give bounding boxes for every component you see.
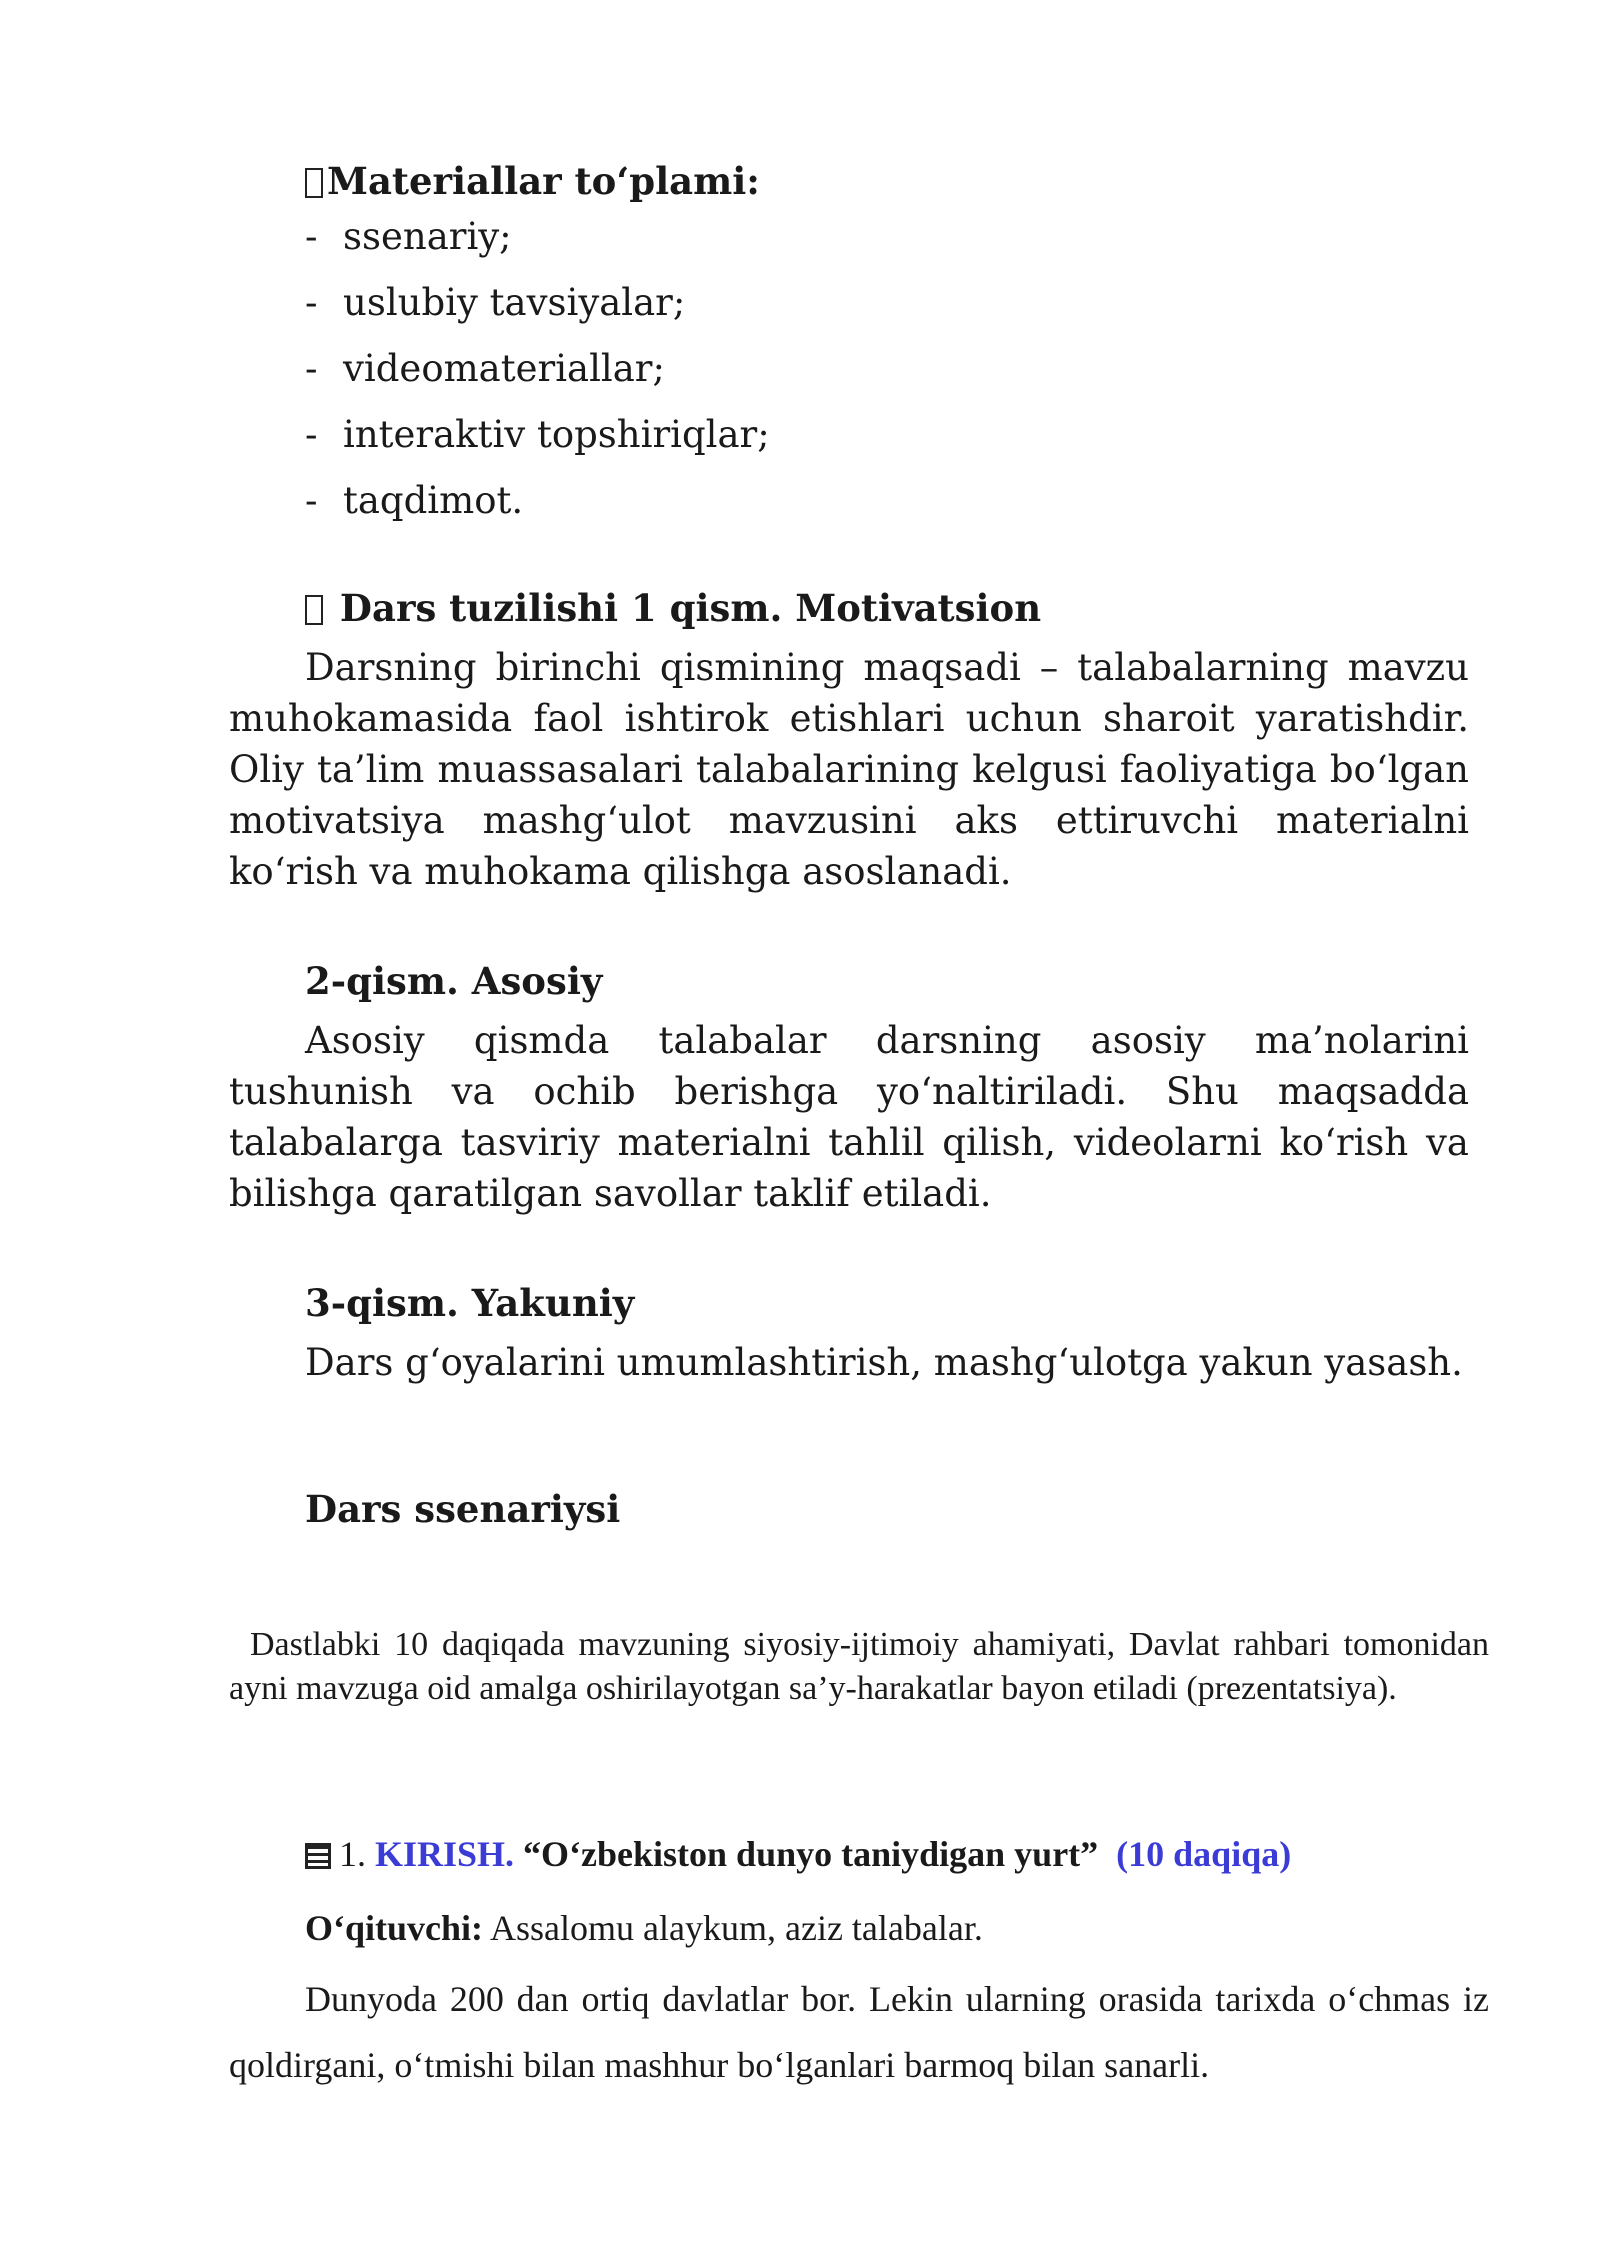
missing-glyph-icon (305, 168, 323, 198)
part1-paragraph: Darsning birinchi qismining maqsadi – talabalarning mavzu muhokamasida faol ishtirok etishlari uchun sharoit yaratishdir. Oliy ta’lim muassasalari talabalarining kelgusi faoliyatiga bo‘lgan motivatsiya mashg‘ulot mavzusini aks ettiruvchi materialni ko‘rish va muhokama qilishga asoslanadi. (229, 646, 1469, 893)
lined-box-icon (305, 1843, 331, 1869)
part1-heading: Dars tuzilishi 1 qism. Motivatsion (305, 583, 1041, 633)
materials-list (305, 212, 770, 542)
scenario-heading: Dars ssenariysi (305, 1487, 621, 1531)
list-item: - videomateriallar; (305, 347, 665, 390)
teacher-line (305, 1903, 983, 1953)
kirish-label: KIRISH. (375, 1834, 515, 1874)
part3-paragraph: Dars g‘oyalarini umumlashtirish, mashg‘ulotga yakun yasash. (305, 1341, 1463, 1384)
teacher-text: Assalomu alaykum, aziz talabalar. (490, 1908, 983, 1948)
list-item: - interaktiv topshiriqlar; (305, 413, 770, 456)
part2-heading: 2-qism. Asosiy (305, 959, 603, 1003)
kirish-title: “O‘zbekiston dunyo taniydigan yurt” (523, 1834, 1099, 1874)
list-item: - ssenariy; (305, 215, 512, 258)
list-item: - uslubiy tavsiyalar; (305, 281, 686, 324)
closing-paragraph: Dunyoda 200 dan ortiq davlatlar bor. Lekin ularning orasida tarixda o‘chmas iz qoldirgani, o‘tmishi bilan mashhur bo‘lganlari barmoq bilan sanarli. (229, 1979, 1489, 2085)
scenario-intro: Dastlabki 10 daqiqada mavzuning siyosiy-ijtimoiy ahamiyati, Davlat rahbari tomonidan ayni mavzuga oid amalga oshirilayotgan sa’y-harakatlar bayon etiladi (prezentatsiya). (229, 1626, 1489, 1707)
list-item: - taqdimot. (305, 479, 524, 522)
kirish-duration: (10 daqiqa) (1116, 1834, 1292, 1874)
part2-paragraph: Asosiy qismda talabalar darsning asosiy ma’nolarini tushunish va ochib berishga yo‘naltiriladi. Shu maqsadda talabalarga tasviriy materialni tahlil qilish, videolarni ko‘rish va bilishga qaratilgan savollar taklif etiladi. (229, 1019, 1469, 1215)
missing-glyph-icon (305, 595, 323, 625)
materials-heading: Materiallar to‘plami: (305, 156, 760, 206)
kirish-heading: 1. KIRISH. “O‘zbekiston dunyo taniydigan yurt” (10 daqiqa) (305, 1829, 1291, 1879)
part3-heading: 3-qism. Yakuniy (305, 1281, 635, 1325)
teacher-label: O‘qituvchi: (305, 1908, 484, 1948)
